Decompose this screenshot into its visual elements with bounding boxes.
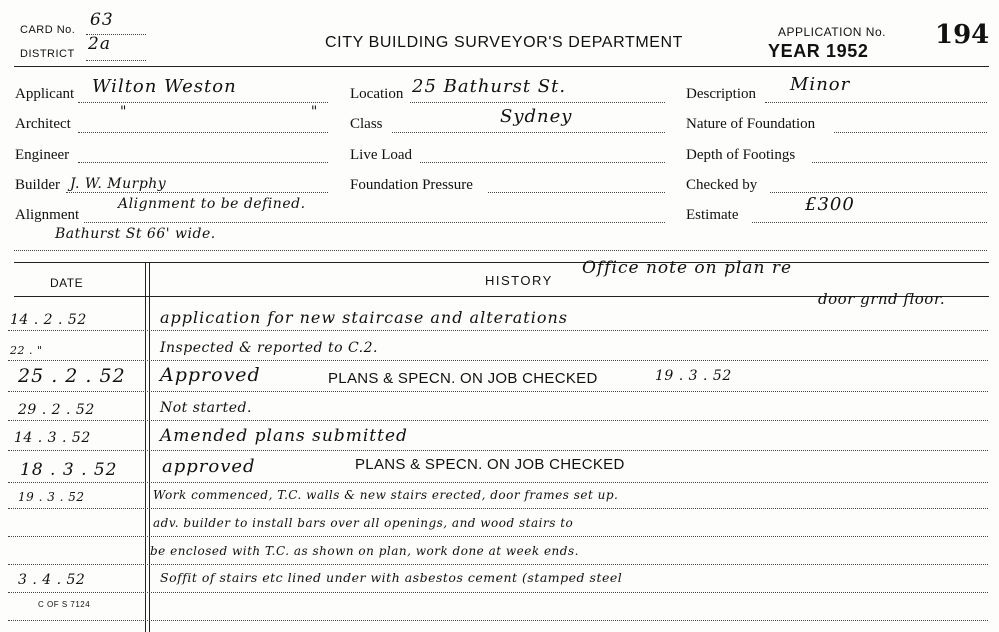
history-date: 19 . 3 . 52 bbox=[18, 490, 85, 504]
class-label: Class bbox=[350, 116, 383, 132]
application-no-label: APPLICATION No. bbox=[778, 25, 886, 39]
applicant-label: Applicant bbox=[15, 86, 75, 102]
history-text: be enclosed with T.C. as shown on plan, work done at week ends. bbox=[150, 544, 579, 558]
description-value: Minor bbox=[790, 74, 851, 95]
form-code: C OF S 7124 bbox=[38, 600, 91, 609]
live-load-label: Live Load bbox=[350, 147, 413, 163]
history-after: 19 . 3 . 52 bbox=[655, 368, 732, 384]
builder-value: J. W. Murphy bbox=[70, 176, 167, 192]
alignment-value-2: Bathurst St 66' wide. bbox=[55, 226, 216, 242]
foundation-pressure-label: Foundation Pressure bbox=[350, 177, 473, 193]
application-no-value: 194 bbox=[935, 20, 990, 50]
history-text: application for new staircase and alterations bbox=[160, 308, 568, 327]
date-header: DATE bbox=[50, 276, 84, 290]
history-header: HISTORY bbox=[485, 273, 553, 288]
history-text: Soffit of stairs etc lined under with asbestos cement (stamped steel bbox=[160, 570, 623, 585]
architect-value: " " bbox=[120, 104, 408, 120]
depth-of-footings-label: Depth of Footings bbox=[686, 147, 796, 163]
alignment-label: Alignment bbox=[15, 207, 80, 223]
checked-by-label: Checked by bbox=[686, 177, 758, 193]
history-text: Amended plans submitted bbox=[160, 426, 408, 446]
builder-label: Builder bbox=[15, 177, 60, 193]
history-date: 3 . 4 . 52 bbox=[18, 572, 86, 588]
history-text: approved bbox=[162, 456, 256, 477]
location-value: 25 Bathurst St. bbox=[412, 76, 567, 97]
office-note: Office note on plan re bbox=[582, 258, 793, 278]
architect-label: Architect bbox=[15, 116, 71, 132]
year-label: YEAR 1952 bbox=[768, 41, 869, 61]
history-date: 14 . 2 . 52 bbox=[10, 312, 87, 328]
history-text: adv. builder to install bars over all openings, and wood stairs to bbox=[153, 516, 574, 530]
history-date: 22 . " bbox=[10, 344, 43, 357]
history-text: Approved bbox=[160, 364, 261, 386]
history-stamp: PLANS & SPECN. ON JOB CHECKED bbox=[328, 370, 598, 387]
engineer-label: Engineer bbox=[15, 147, 70, 163]
alignment-value-1: Alignment to be defined. bbox=[118, 196, 306, 212]
applicant-value: Wilton Weston bbox=[92, 76, 237, 97]
location-label: Location bbox=[350, 86, 404, 102]
history-date: 18 . 3 . 52 bbox=[20, 460, 118, 480]
history-date: 14 . 3 . 52 bbox=[14, 430, 91, 446]
estimate-label: Estimate bbox=[686, 207, 739, 223]
card-no-value: 63 bbox=[90, 10, 114, 30]
office-note-2: door grnd floor. bbox=[818, 290, 946, 308]
history-text: Not started. bbox=[160, 400, 252, 416]
history-date: 25 . 2 . 52 bbox=[18, 365, 126, 387]
history-date: 29 . 2 . 52 bbox=[18, 402, 95, 418]
district-value: 2a bbox=[88, 34, 111, 54]
history-stamp: PLANS & SPECN. ON JOB CHECKED bbox=[355, 456, 625, 473]
class-value: Sydney bbox=[500, 106, 573, 127]
description-label: Description bbox=[686, 86, 756, 102]
history-text: Inspected & reported to C.2. bbox=[160, 340, 378, 356]
card-no-label: CARD No. bbox=[20, 24, 76, 36]
district-label: DISTRICT bbox=[20, 48, 75, 60]
history-text: Work commenced, T.C. walls & new stairs erected, door frames set up. bbox=[153, 488, 619, 502]
nature-of-foundation-label: Nature of Foundation bbox=[686, 116, 816, 132]
department-title: CITY BUILDING SURVEYOR'S DEPARTMENT bbox=[325, 34, 684, 51]
estimate-value: £300 bbox=[805, 194, 855, 215]
